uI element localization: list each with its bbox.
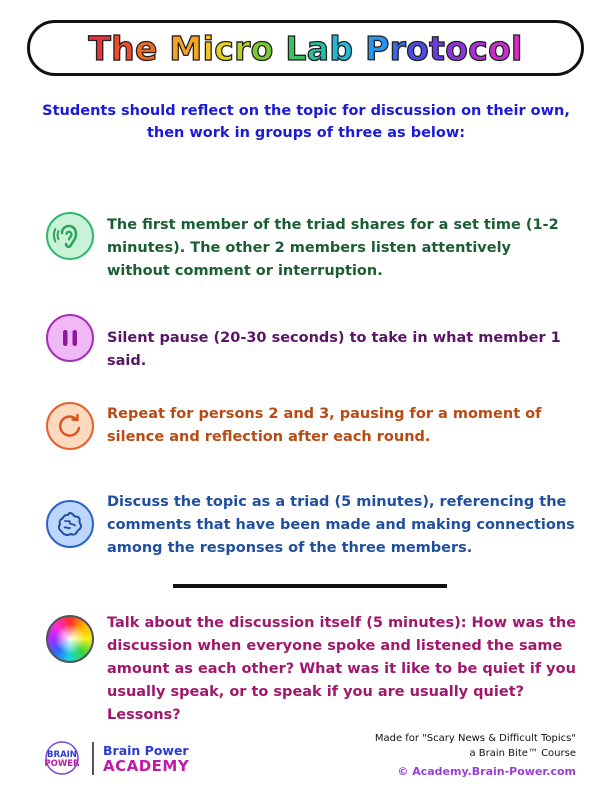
color-wheel-icon [46,615,94,663]
title-letter [353,29,365,68]
brand-academy: ACADEMY [103,757,190,775]
title-letter: T [88,28,112,68]
footer-credits [375,731,576,779]
title-letter: t [429,28,446,68]
step-1-text: The first member of the triad shares for a set time (1-2 minutes). The other 2 members listen attentively without comment or interruption. [107,217,559,279]
title-letter: r [389,28,407,68]
logo-divider [92,742,94,775]
title-letter: o [488,28,512,68]
title-banner [27,20,584,76]
ear-icon [46,212,94,260]
step-2-text: Silent pause (20-30 seconds) to take in what member 1 said. [107,330,561,369]
brand-name: Brain Power [103,743,189,758]
connections-icon [46,500,94,548]
title-letter: b [329,28,354,68]
title-letter: h [111,28,135,68]
title-letter: i [202,28,215,68]
title-letter: l [511,28,523,68]
badge-top-text: BRAIN [47,750,77,760]
badge-bottom-text: POWER [44,759,80,769]
intro-text: Students should reflect on the topic for discussion on their own, then work in groups of three as below: [42,103,570,141]
title-letter: P [365,28,390,68]
title-letter: L [285,28,307,68]
title-letter: o [445,28,469,68]
course-text: a Brain Bite™ Course [469,748,576,759]
title-letter: o [250,28,274,68]
section-divider [173,584,447,588]
footer-url-link[interactable]: © Academy.Brain-Power.com [397,765,576,778]
title-letter: r [234,28,251,68]
made-for-text: Made for "Scary News & Difficult Topics" [374,733,576,744]
title-letter [158,29,170,68]
title-letter: c [214,28,235,68]
title-letter: a [306,28,330,68]
pause-icon [46,314,94,362]
step-5-text: Talk about the discussion itself (5 minutes): How was the discussion when everyone spoke and listened the same amount as each other? What was it like to be quiet if you usually speak, or to speak if you are usually quiet? Lessons? [107,615,577,723]
title-letter: o [406,28,430,68]
brain-power-badge-icon [40,741,84,775]
step-4-text: Discuss the topic as a triad (5 minutes), referencing the comments that have been made and making connections among the responses of the three members. [107,494,575,556]
title-letter: e [134,28,158,68]
page-title [88,29,522,68]
repeat-icon [46,402,94,450]
title-letter: c [468,28,489,68]
step-3-text: Repeat for persons 2 and 3, pausing for a moment of silence and reflection after each round. [107,406,542,445]
title-letter: M [169,28,203,68]
title-letter [274,29,286,68]
